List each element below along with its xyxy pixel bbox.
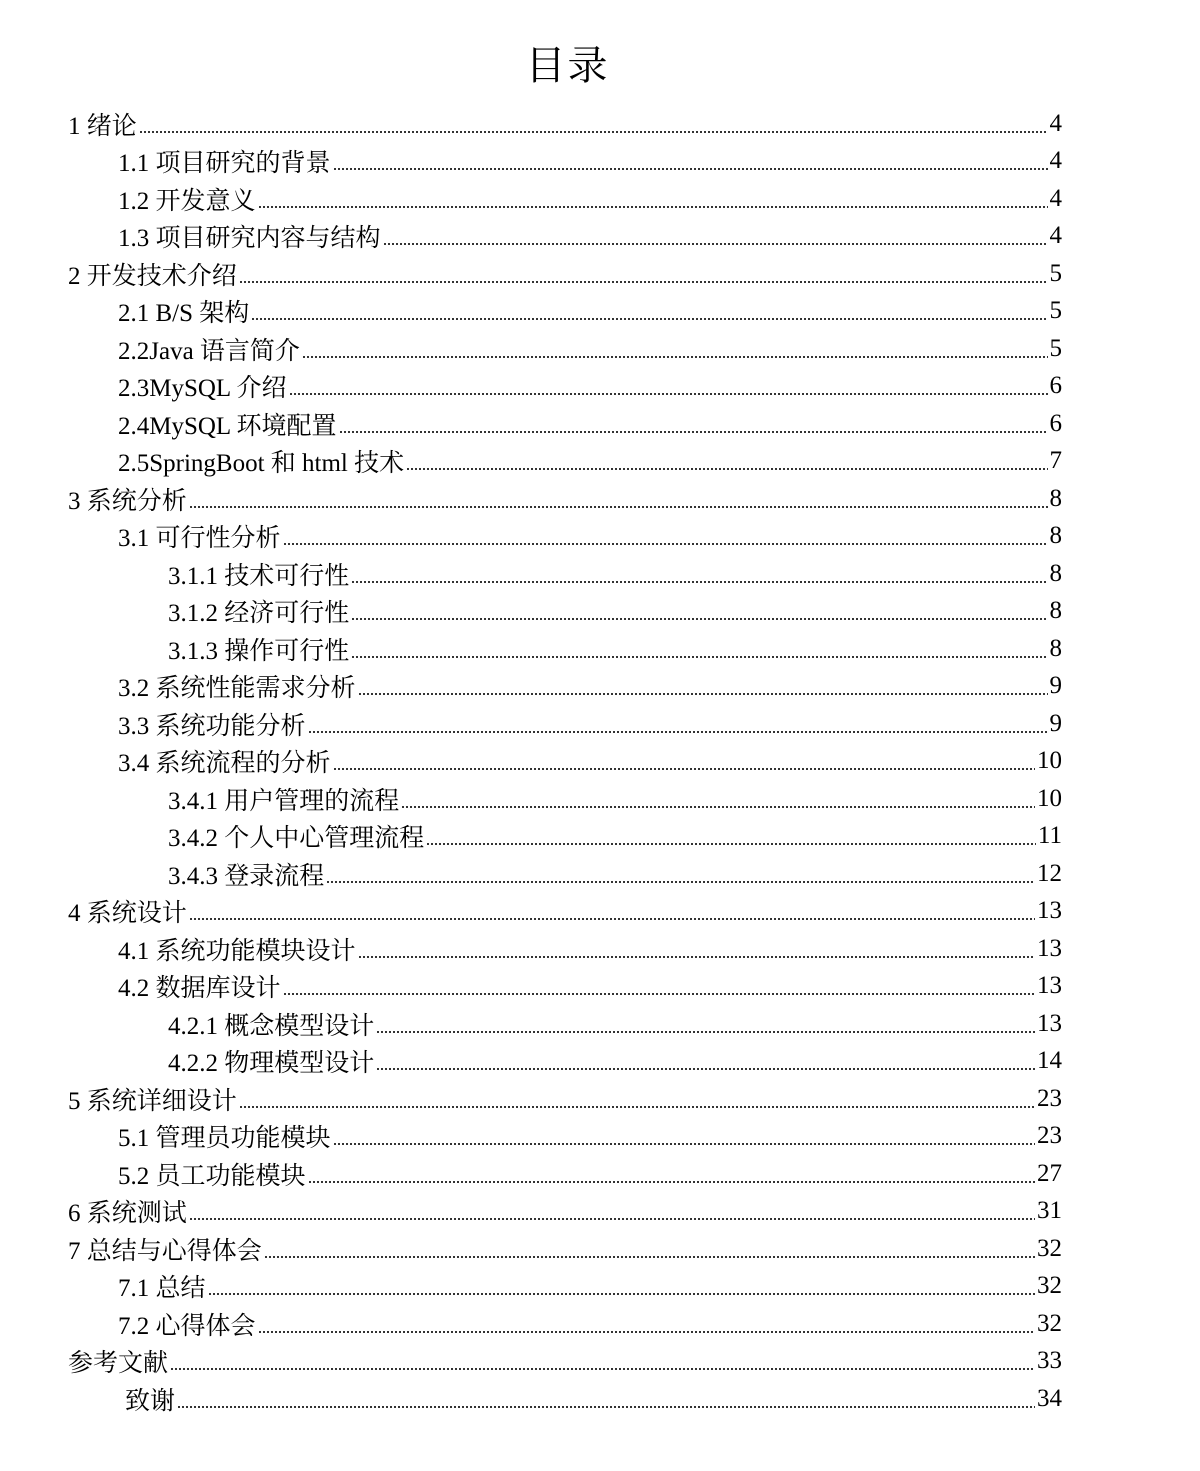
toc-dot-leader — [376, 1030, 1035, 1034]
toc-entry[interactable] — [0, 443, 1200, 481]
toc-page-number: 10 — [1037, 784, 1062, 812]
toc-entry-title: 1.1 项目研究的背景 — [118, 150, 331, 178]
toc-entry-title: 4.1 系统功能模块设计 — [118, 937, 356, 965]
toc-page-number: 34 — [1037, 1384, 1062, 1412]
toc-entry[interactable] — [0, 1268, 1200, 1306]
toc-dot-leader — [189, 917, 1035, 921]
toc-dot-leader — [358, 692, 1048, 696]
toc-dot-leader — [406, 467, 1047, 471]
toc-dot-leader — [264, 1255, 1035, 1259]
toc-entry[interactable] — [0, 1155, 1200, 1193]
toc-page-number: 6 — [1049, 372, 1062, 400]
toc-entry-title: 7.2 心得体会 — [118, 1312, 256, 1340]
toc-entry-title: 2 开发技术介绍 — [68, 262, 237, 290]
toc-dot-leader — [177, 1405, 1035, 1409]
toc-entry[interactable] — [0, 1305, 1200, 1343]
toc-entry-title: 2.1 B/S 架构 — [118, 300, 250, 328]
toc-page-number: 23 — [1037, 1122, 1062, 1150]
toc-dot-leader — [283, 542, 1048, 546]
toc-entry[interactable] — [0, 555, 1200, 593]
toc-entry-title: 2.4MySQL 环境配置 — [118, 412, 337, 440]
toc-entry-title: 4.2 数据库设计 — [118, 975, 281, 1003]
toc-entry[interactable] — [0, 818, 1200, 856]
toc-dot-leader — [208, 1292, 1035, 1296]
toc-entry-title: 3.1.1 技术可行性 — [168, 562, 350, 590]
toc-page-number: 11 — [1037, 822, 1062, 850]
toc-entry[interactable] — [0, 368, 1200, 406]
toc-entry-title: 3.4.3 登录流程 — [168, 862, 325, 890]
toc-entry[interactable] — [0, 705, 1200, 743]
toc-dot-leader — [376, 1067, 1035, 1071]
toc-entry-title: 致谢 — [125, 1387, 176, 1415]
toc-page-number: 13 — [1037, 934, 1062, 962]
toc-entry[interactable] — [0, 780, 1200, 818]
toc-page-number: 13 — [1037, 1009, 1062, 1037]
toc-entry[interactable] — [0, 180, 1200, 218]
toc-page-number: 32 — [1037, 1309, 1062, 1337]
toc-dot-leader — [258, 1330, 1035, 1334]
page-title: 目录 — [525, 43, 610, 89]
toc-dot-leader — [289, 392, 1048, 396]
toc-entry[interactable] — [0, 405, 1200, 443]
toc-page-number: 7 — [1049, 447, 1062, 475]
toc-page-number: 4 — [1049, 109, 1062, 137]
toc-page-number: 4 — [1049, 147, 1062, 175]
toc-entry[interactable] — [0, 330, 1200, 368]
toc-entry[interactable] — [0, 1005, 1200, 1043]
toc-entry-title: 4.2.1 概念模型设计 — [168, 1012, 375, 1040]
toc-entry-title: 5.1 管理员功能模块 — [118, 1125, 331, 1153]
toc-dot-leader — [258, 205, 1048, 209]
toc-page-number: 8 — [1049, 484, 1062, 512]
toc-page-number: 4 — [1049, 184, 1062, 212]
toc-dot-leader — [239, 280, 1048, 284]
toc-page-number: 4 — [1049, 222, 1062, 250]
toc-dot-leader — [358, 955, 1035, 959]
toc-entry-title: 3.1 可行性分析 — [118, 525, 281, 553]
toc-page-number: 23 — [1037, 1084, 1062, 1112]
toc-entry-title: 5 系统详细设计 — [68, 1087, 237, 1115]
toc-page-number: 32 — [1037, 1272, 1062, 1300]
toc-entry-title: 3.4.2 个人中心管理流程 — [168, 825, 425, 853]
toc-page-number: 8 — [1049, 559, 1062, 587]
toc-entry[interactable] — [0, 1343, 1200, 1381]
toc-entry-title: 7 总结与心得体会 — [68, 1237, 262, 1265]
toc-entry[interactable] — [0, 668, 1200, 706]
toc-dot-leader — [170, 1367, 1035, 1371]
toc-dot-leader — [333, 167, 1048, 171]
toc-page-number: 27 — [1037, 1159, 1062, 1187]
toc-entry[interactable] — [0, 1193, 1200, 1231]
toc-page-number: 5 — [1049, 297, 1062, 325]
toc-page-number: 13 — [1037, 972, 1062, 1000]
toc-entry-title: 参考文献 — [68, 1350, 169, 1378]
toc-entry-title: 5.2 员工功能模块 — [118, 1162, 306, 1190]
toc-page-number: 8 — [1049, 634, 1062, 662]
toc-dot-leader — [302, 355, 1048, 359]
toc-dot-leader — [426, 842, 1036, 846]
toc-dot-leader — [351, 580, 1047, 584]
toc-page-number: 9 — [1049, 672, 1062, 700]
toc-entry[interactable] — [0, 1043, 1200, 1081]
toc-entry-title: 2.5SpringBoot 和 html 技术 — [118, 450, 405, 478]
toc-dot-leader — [189, 505, 1048, 509]
toc-entry[interactable] — [0, 893, 1200, 931]
toc-page-number: 33 — [1037, 1347, 1062, 1375]
toc-entry[interactable] — [0, 1230, 1200, 1268]
toc-page-number: 13 — [1037, 897, 1062, 925]
toc-entry[interactable] — [0, 1118, 1200, 1156]
toc-dot-leader — [283, 992, 1035, 996]
toc-page-number: 10 — [1037, 747, 1062, 775]
toc-entry[interactable] — [0, 255, 1200, 293]
toc-dot-leader — [308, 730, 1048, 734]
toc-entry[interactable] — [0, 480, 1200, 518]
toc-entry-title: 3.1.3 操作可行性 — [168, 637, 350, 665]
toc-dot-leader — [401, 805, 1035, 809]
toc-entry-title: 4 系统设计 — [68, 900, 187, 928]
toc-dot-leader — [383, 242, 1048, 246]
toc-entry[interactable] — [0, 630, 1200, 668]
toc-page-number: 5 — [1049, 334, 1062, 362]
toc-dot-leader — [251, 317, 1047, 321]
toc-entry-title: 3.4 系统流程的分析 — [118, 750, 331, 778]
toc-entry[interactable] — [0, 143, 1200, 181]
toc-entry[interactable] — [0, 518, 1200, 556]
toc-dot-leader — [351, 617, 1047, 621]
toc-entry-title: 1 绪论 — [68, 112, 137, 140]
toc-dot-leader — [239, 1105, 1035, 1109]
toc-entry[interactable] — [0, 1080, 1200, 1118]
toc-page-number: 9 — [1049, 709, 1062, 737]
toc-entry-title: 1.2 开发意义 — [118, 187, 256, 215]
toc-dot-leader — [333, 1142, 1035, 1146]
toc-entry-title: 4.2.2 物理模型设计 — [168, 1050, 375, 1078]
toc-entry-title: 2.3MySQL 介绍 — [118, 375, 287, 403]
toc-entry[interactable] — [0, 855, 1200, 893]
toc-page-number: 32 — [1037, 1234, 1062, 1262]
toc-entry-title: 3 系统分析 — [68, 487, 187, 515]
toc-entry-title: 3.1.2 经济可行性 — [168, 600, 350, 628]
table-of-contents — [0, 105, 1200, 1418]
toc-dot-leader — [139, 130, 1048, 134]
toc-entry-title: 7.1 总结 — [118, 1275, 206, 1303]
toc-dot-leader — [351, 655, 1047, 659]
toc-page-number: 31 — [1037, 1197, 1062, 1225]
toc-page-number: 8 — [1049, 522, 1062, 550]
toc-entry[interactable] — [0, 743, 1200, 781]
toc-page-number: 12 — [1037, 859, 1062, 887]
toc-dot-leader — [333, 767, 1035, 771]
toc-dot-leader — [326, 880, 1035, 884]
toc-entry-title: 2.2Java 语言简介 — [118, 337, 300, 365]
toc-dot-leader — [308, 1180, 1035, 1184]
toc-page-number: 8 — [1049, 597, 1062, 625]
toc-entry[interactable] — [0, 218, 1200, 256]
toc-entry[interactable] — [0, 1380, 1200, 1418]
toc-entry[interactable] — [0, 293, 1200, 331]
toc-page-number: 6 — [1049, 409, 1062, 437]
toc-dot-leader — [339, 430, 1048, 434]
toc-entry-title: 1.3 项目研究内容与结构 — [118, 225, 381, 253]
toc-dot-leader — [189, 1217, 1035, 1221]
toc-entry[interactable] — [0, 593, 1200, 631]
toc-entry[interactable] — [0, 930, 1200, 968]
toc-page-number: 5 — [1049, 259, 1062, 287]
toc-page-number: 14 — [1037, 1047, 1062, 1075]
toc-entry[interactable] — [0, 105, 1200, 143]
toc-entry-title: 3.2 系统性能需求分析 — [118, 675, 356, 703]
toc-entry-title: 3.4.1 用户管理的流程 — [168, 787, 400, 815]
toc-entry-title: 6 系统测试 — [68, 1200, 187, 1228]
toc-entry[interactable] — [0, 968, 1200, 1006]
toc-entry-title: 3.3 系统功能分析 — [118, 712, 306, 740]
